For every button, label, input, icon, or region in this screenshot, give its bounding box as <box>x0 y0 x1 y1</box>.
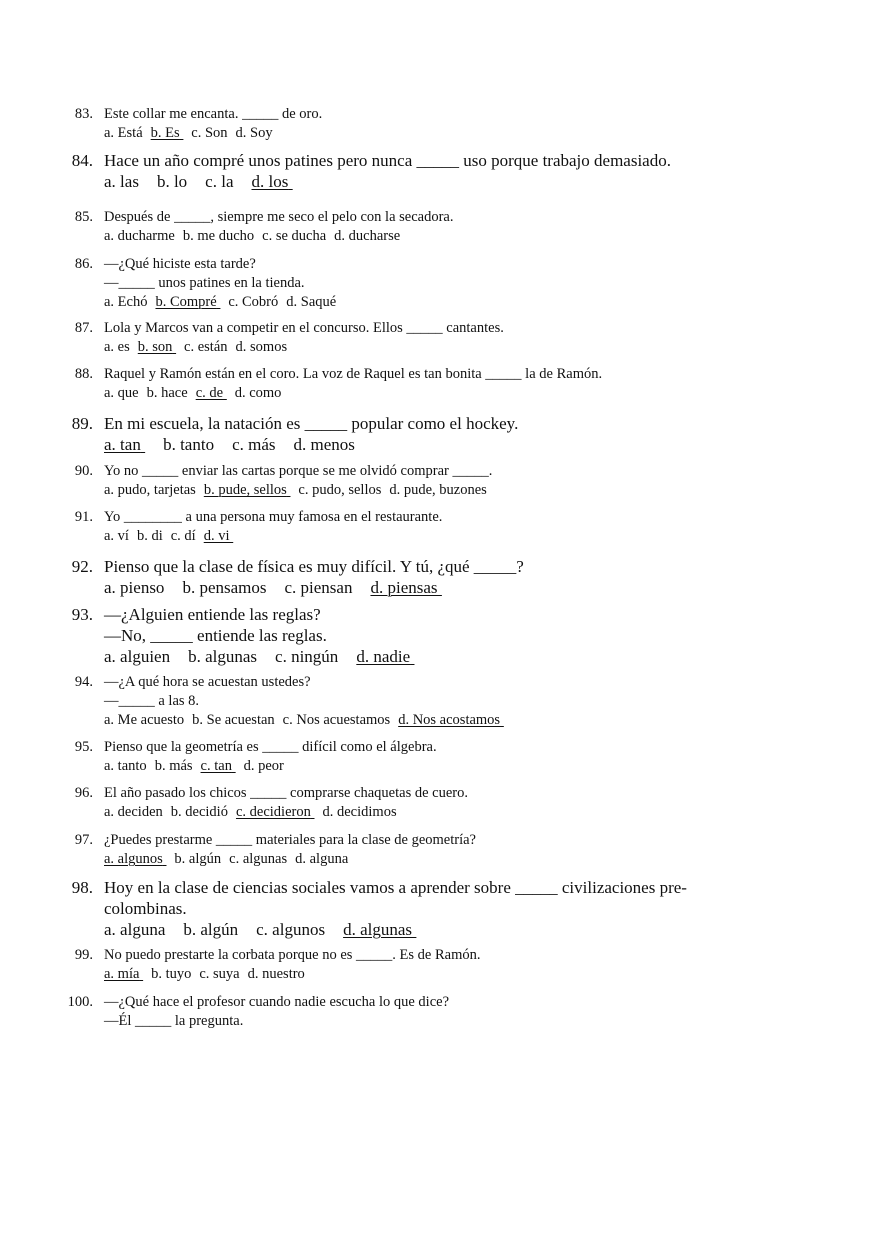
answer-option-correct: b. Es <box>150 125 180 141</box>
question-number: 83. <box>74 106 93 122</box>
answer-option: d. como <box>234 385 282 401</box>
answer-option: d. somos <box>235 339 288 355</box>
answer-option: b. pensamos <box>182 578 267 597</box>
question-text: Yo ________ a una persona muy famosa en el restaurante. <box>104 509 443 525</box>
answer-option: a. pudo, tarjetas <box>104 482 196 498</box>
answer-option: c. la <box>205 172 234 191</box>
question-text: En mi escuela, la natación es _____ popular como el hockey. <box>104 414 519 433</box>
question-text: Después de _____, siempre me seco el pelo con la secadora. <box>104 209 454 225</box>
question-number: 95. <box>74 739 93 755</box>
answer-options <box>104 293 704 312</box>
answer-options <box>104 577 704 598</box>
question-body <box>104 556 704 598</box>
answer-option: b. hace <box>146 385 188 401</box>
answer-option: b. algunas <box>188 647 258 666</box>
answer-option: c. están <box>184 339 228 355</box>
answer-option: b. di <box>136 528 163 544</box>
answer-option: b. tanto <box>163 435 215 454</box>
answer-option: c. pudo, sellos <box>298 482 382 498</box>
question-text: Este collar me encanta. _____ de oro. <box>104 106 323 122</box>
question-text: Pienso que la geometría es _____ difícil como el álgebra. <box>104 739 437 755</box>
answer-option: a. las <box>104 172 139 191</box>
answer-option: b. algún <box>183 920 239 939</box>
answer-option-correct: d. nadie <box>356 647 411 666</box>
question-body <box>104 673 704 730</box>
question-text: —No, _____ entiende las reglas. <box>104 626 327 645</box>
answer-option: c. Son <box>191 125 228 141</box>
question-body <box>104 993 704 1031</box>
answer-option: d. nuestro <box>247 966 305 982</box>
question-number: 89. <box>71 414 93 433</box>
answer-option: a. tanto <box>104 758 147 774</box>
answer-option-correct: d. algunas <box>343 920 413 939</box>
answer-option: a. alguna <box>104 920 166 939</box>
answer-option: d. alguna <box>295 851 349 867</box>
answer-options <box>104 965 704 984</box>
question-body <box>104 255 704 312</box>
question-number: 84. <box>71 151 93 170</box>
question-number: 90. <box>74 463 93 479</box>
question-text: Hoy en la clase de ciencias sociales vamos a aprender sobre _____ civilizaciones pre- <box>104 878 687 897</box>
answer-options <box>104 527 704 546</box>
answer-option: a. alguien <box>104 647 171 666</box>
answer-option: d. Soy <box>235 125 273 141</box>
answer-option: c. se ducha <box>262 228 327 244</box>
answer-options <box>104 803 704 822</box>
answer-option: d. menos <box>293 435 355 454</box>
question-body <box>104 462 704 500</box>
answer-option-correct: b. son <box>137 339 173 355</box>
question-number: 91. <box>74 509 93 525</box>
answer-options <box>104 711 704 730</box>
answer-option-correct: d. vi <box>203 528 230 544</box>
answer-option-correct: d. piensas <box>370 578 438 597</box>
question-body <box>104 508 704 546</box>
question-body <box>104 604 704 667</box>
question-body <box>104 319 704 357</box>
answer-option: c. dí <box>170 528 196 544</box>
question-number: 99. <box>74 947 93 963</box>
question-text: —¿Alguien entiende las reglas? <box>104 605 321 624</box>
answer-option: c. más <box>232 435 276 454</box>
answer-option: a. Me acuesto <box>104 712 185 728</box>
answer-option: b. algún <box>174 851 222 867</box>
question-text: No puedo prestarte la corbata porque no es _____. Es de Ramón. <box>104 947 481 963</box>
question-text: Yo no _____ enviar las cartas porque se me olvidó comprar _____. <box>104 463 493 479</box>
question-text: Raquel y Ramón están en el coro. La voz de Raquel es tan bonita _____ la de Ramón. <box>104 366 603 382</box>
question-text: —¿Qué hace el profesor cuando nadie escucha lo que dice? <box>104 994 450 1010</box>
question-text: Lola y Marcos van a competir en el concurso. Ellos _____ cantantes. <box>104 320 504 336</box>
answer-option: d. peor <box>243 758 284 774</box>
question-text: —Él _____ la pregunta. <box>104 1013 244 1029</box>
answer-option: c. algunos <box>256 920 326 939</box>
answer-option: b. me ducho <box>182 228 255 244</box>
answer-option: b. más <box>154 758 193 774</box>
question-number: 100. <box>67 994 93 1010</box>
answer-options <box>104 481 704 500</box>
answer-option: a. Echó <box>104 294 148 310</box>
question-number: 92. <box>71 557 93 576</box>
answer-option: b. decidió <box>170 804 228 820</box>
answer-option: c. algunas <box>229 851 288 867</box>
question-body <box>104 413 704 455</box>
answer-options <box>104 384 704 403</box>
question-number: 98. <box>71 878 93 897</box>
answer-options <box>104 757 704 776</box>
answer-option: d. pude, buzones <box>389 482 487 498</box>
question-body <box>104 738 704 776</box>
question-number: 96. <box>74 785 93 801</box>
question-text: ¿Puedes prestarme _____ materiales para la clase de geometría? <box>104 832 476 848</box>
answer-option: a. Está <box>104 125 143 141</box>
question-body <box>104 784 704 822</box>
answer-option-correct: c. decidieron <box>235 804 311 820</box>
question-body <box>104 946 704 984</box>
question-number: 85. <box>74 209 93 225</box>
question-number: 94. <box>74 674 93 690</box>
question-body <box>104 105 704 143</box>
answer-options <box>104 338 704 357</box>
question-body <box>104 365 704 403</box>
question-body <box>104 150 704 192</box>
answer-options <box>104 919 704 940</box>
answer-option: b. tuyo <box>151 966 192 982</box>
answer-option-correct: b. Compré <box>155 294 217 310</box>
question-number: 88. <box>74 366 93 382</box>
answer-options <box>104 227 704 246</box>
question-number: 93. <box>71 605 93 624</box>
answer-options <box>104 171 704 192</box>
question-text: Pienso que la clase de física es muy difícil. Y tú, ¿qué _____? <box>104 557 524 576</box>
answer-options <box>104 646 704 667</box>
answer-option: c. Cobró <box>228 294 279 310</box>
question-number: 86. <box>74 256 93 272</box>
question-number: 87. <box>74 320 93 336</box>
question-text: —¿Qué hiciste esta tarde? <box>104 256 256 272</box>
answer-option: c. suya <box>199 966 240 982</box>
answer-option: c. piensan <box>284 578 353 597</box>
answer-option: a. ví <box>104 528 129 544</box>
answer-option-correct: a. mía <box>104 966 140 982</box>
answer-option: a. pienso <box>104 578 165 597</box>
question-text: colombinas. <box>104 899 187 918</box>
question-text: —_____ unos patines en la tienda. <box>104 275 305 291</box>
question-text: Hace un año compré unos patines pero nunca _____ uso porque trabajo demasiado. <box>104 151 671 170</box>
answer-options <box>104 850 704 869</box>
answer-option: b. lo <box>156 172 188 191</box>
answer-options <box>104 434 704 455</box>
question-text: —¿A qué hora se acuestan ustedes? <box>104 674 311 690</box>
question-body <box>104 877 704 940</box>
answer-option-correct: d. los <box>251 172 289 191</box>
question-body <box>104 831 704 869</box>
answer-option: b. Se acuestan <box>192 712 275 728</box>
answer-option-correct: c. tan <box>200 758 232 774</box>
answer-option-correct: a. algunos <box>104 851 163 867</box>
question-number: 97. <box>74 832 93 848</box>
answer-option-correct: b. pude, sellos <box>203 482 287 498</box>
question-text: —_____ a las 8. <box>104 693 200 709</box>
answer-option: c. ningún <box>275 647 339 666</box>
answer-option: d. ducharse <box>334 228 401 244</box>
answer-option-correct: c. de <box>195 385 224 401</box>
answer-option: c. Nos acuestamos <box>282 712 391 728</box>
answer-option-correct: d. Nos acostamos <box>398 712 501 728</box>
answer-option: a. que <box>104 385 139 401</box>
answer-option: d. decidimos <box>322 804 397 820</box>
question-body <box>104 208 704 246</box>
question-text: El año pasado los chicos _____ comprarse chaquetas de cuero. <box>104 785 468 801</box>
answer-options <box>104 124 704 143</box>
answer-option-correct: a. tan <box>104 435 141 454</box>
answer-option: a. es <box>104 339 130 355</box>
answer-option: a. deciden <box>104 804 163 820</box>
answer-option: a. ducharme <box>104 228 175 244</box>
answer-option: d. Saqué <box>286 294 337 310</box>
